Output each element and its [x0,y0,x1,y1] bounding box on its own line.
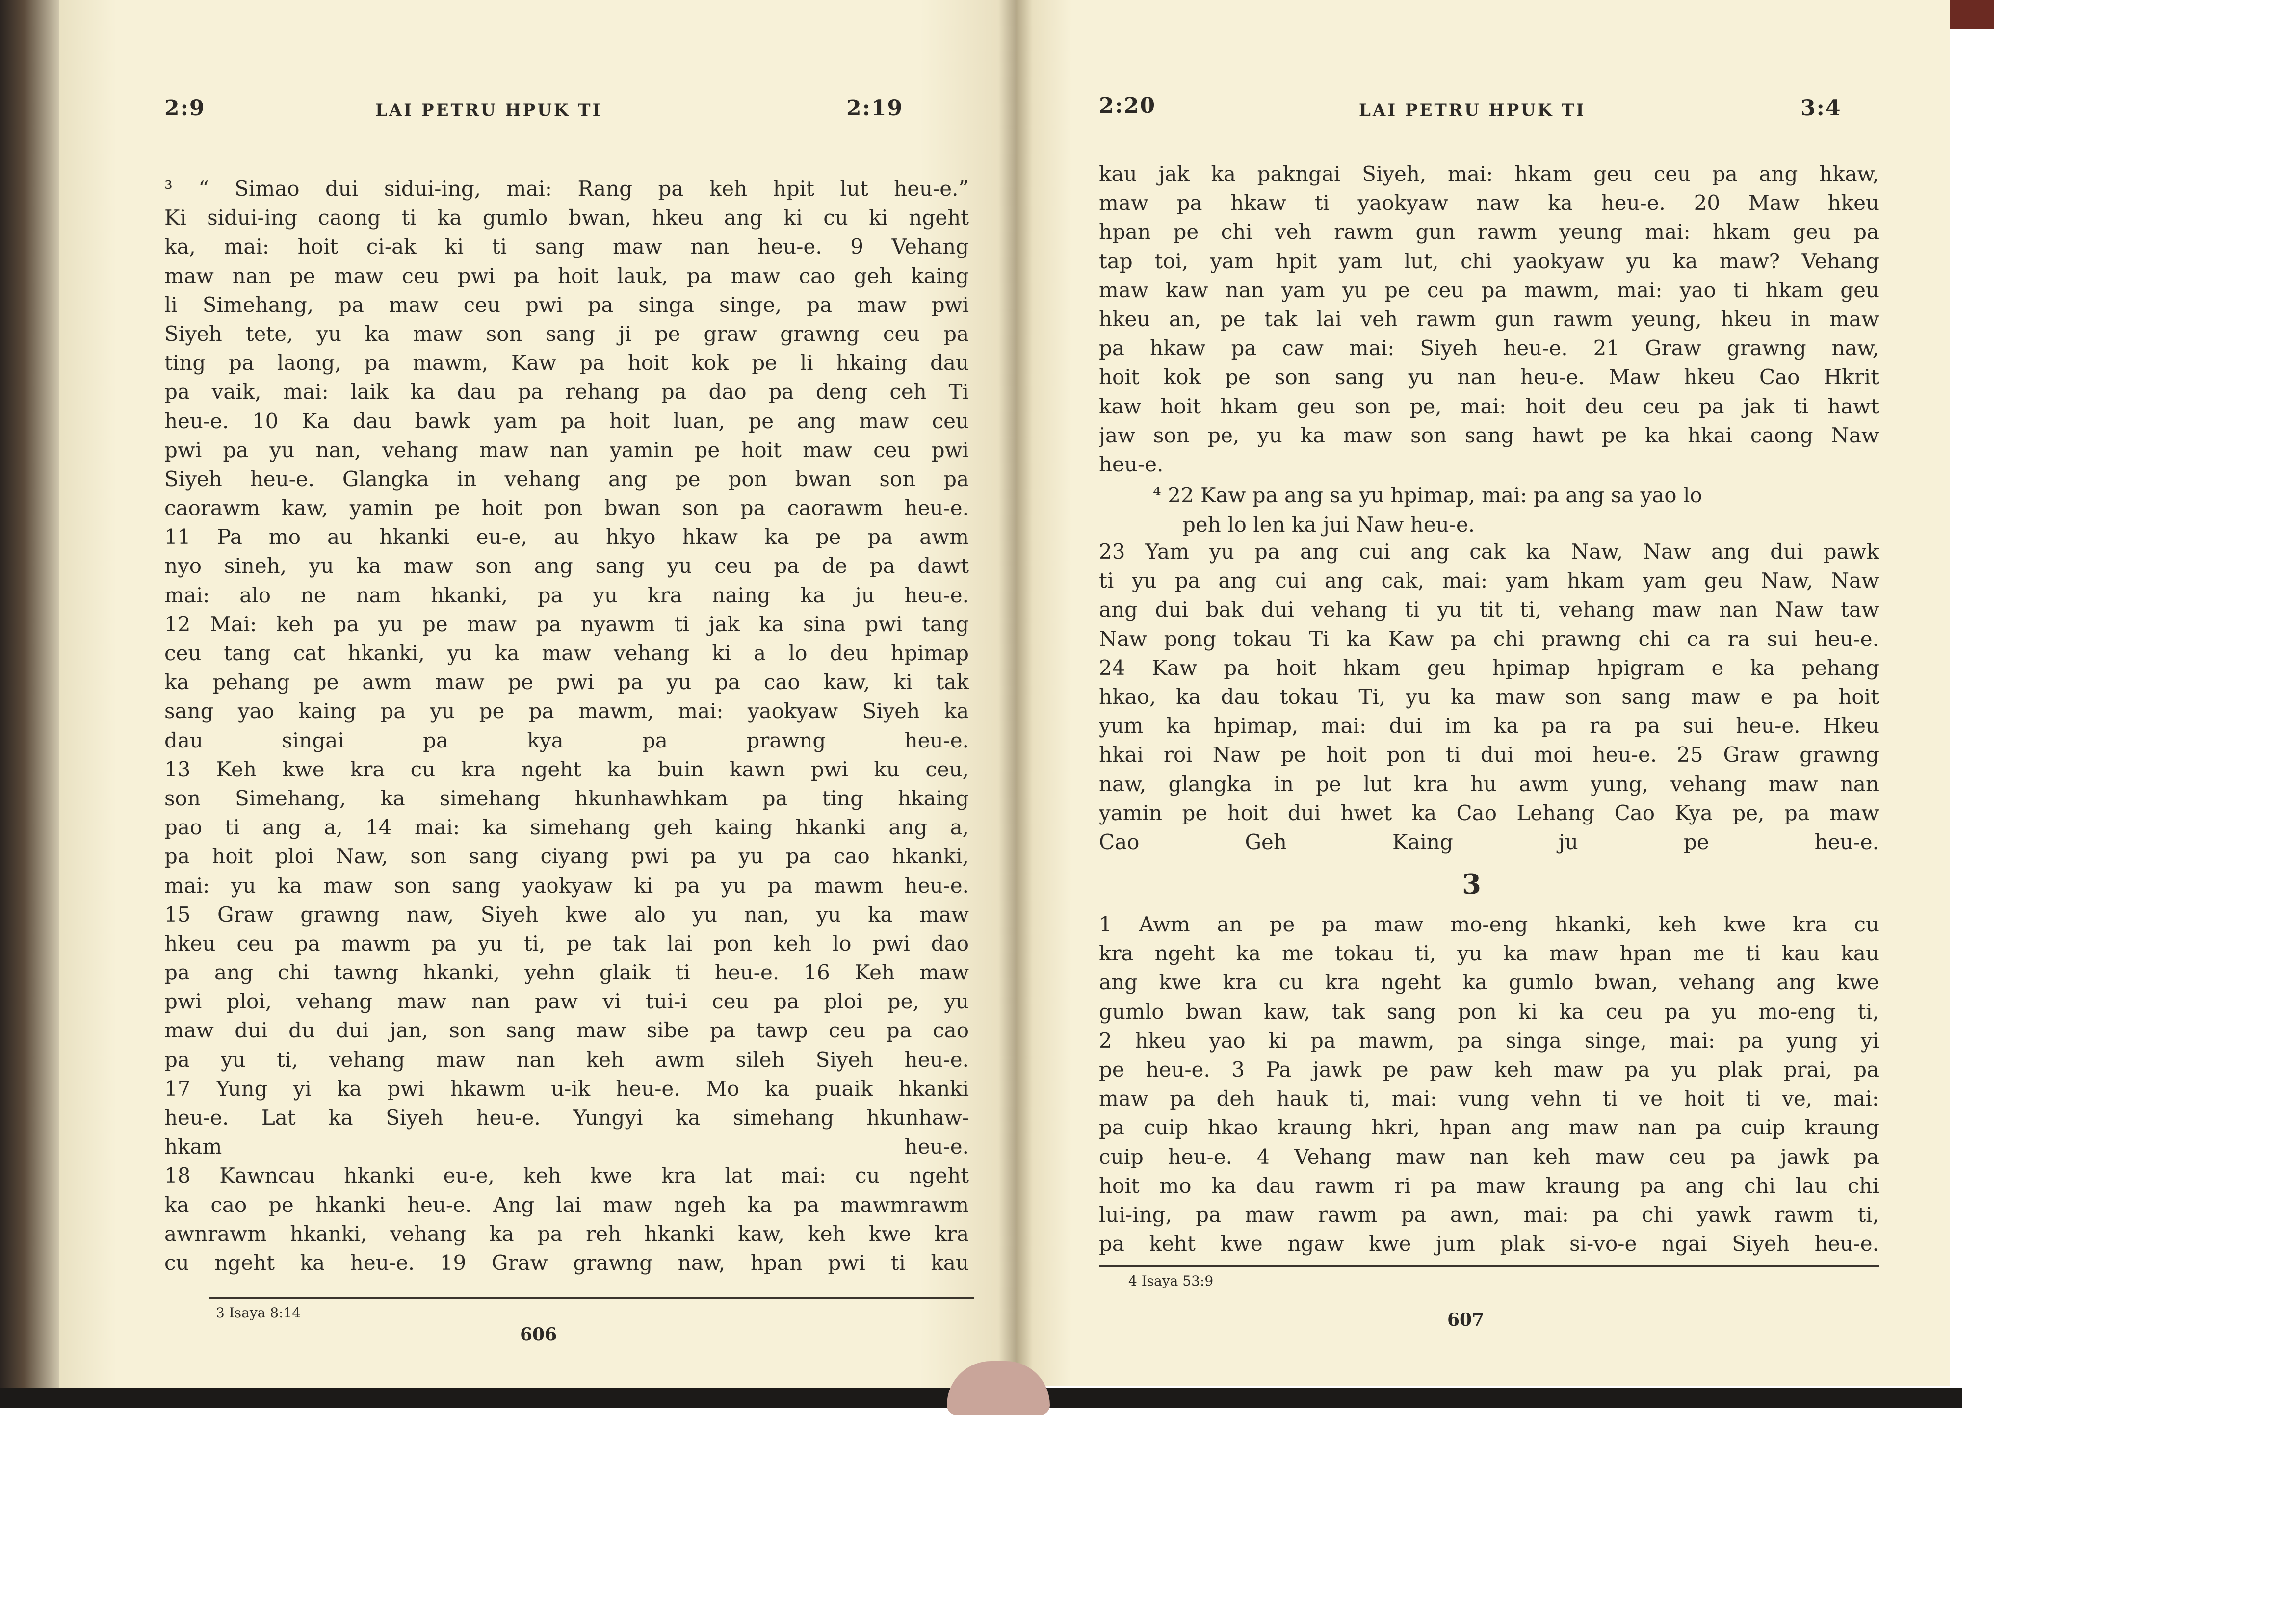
text-line: Cao Geh Kaing ju pe heu-e. [1099,829,1879,854]
text-line: dau singai pa kya pa prawng heu-e. [164,728,969,752]
left-footnote: 3 Isaya 8:14 [216,1305,301,1321]
book-edge-left [0,0,59,1408]
text-line: ti yu pa ang cui ang cak, mai: yam hkam yam geu Naw, Naw [1099,568,1879,593]
text-line: naw, glangka in pe lut kra hu awm yung, vehang maw nan [1099,772,1879,796]
text-line: pa hkaw pa caw mai: Siyeh heu-e. 21 Graw grawng naw, [1099,336,1879,360]
text-line: tap toi, yam hpit yam lut, chi yaokyaw yu ka maw? Vehang [1099,249,1879,273]
right-header-reference-start: 2:20 [1099,93,1156,118]
text-line: pe heu-e. 3 Pa jawk pe paw keh maw pa yu plak prai, pa [1099,1057,1879,1081]
text-line: 23 Yam yu pa ang cui ang cak ka Naw, Naw ang dui pawk [1099,540,1879,564]
text-line: son Simehang, ka simehang hkunhawhkam pa ting hkaing [164,786,969,810]
text-line: 24 Kaw pa hoit hkam geu hpimap hpigram e ka pehang [1099,655,1879,680]
text-line: li Simehang, pa maw ceu pwi pa singa singe, pa maw pwi [164,292,969,317]
right-page-number: 607 [1447,1310,1485,1330]
text-line: hkao, ka dau tokau Ti, yu ka maw son sang maw e pa hoit [1099,684,1879,709]
verse-22-line-1: ⁴ 22 Kaw pa ang sa yu hpimap, mai: pa ang sa yao lo [1153,483,1702,507]
text-line: hkeu ceu pa mawm pa yu ti, pe tak lai pon keh lo pwi dao [164,931,969,955]
text-line: Siyeh tete, yu ka maw son sang ji pe graw grawng ceu pa [164,321,969,346]
text-line: pwi pa yu nan, vehang maw nan yamin pe hoit maw ceu pwi [164,438,969,462]
right-footnote: 4 Isaya 53:9 [1128,1273,1214,1289]
text-line: cuip heu-e. 4 Vehang maw nan keh maw ceu pa jawk pa [1099,1144,1879,1169]
text-line: kau jak ka pakngai Siyeh, mai: hkam geu ceu pa ang hkaw, [1099,162,1879,186]
right-body-text-c [1099,910,1879,1258]
text-line: 2 hkeu yao ki pa mawm, pa singa singe, mai: pa yung yi [1099,1028,1879,1053]
text-line: heu-e. 10 Ka dau bawk yam pa hoit luan, pe ang maw ceu [164,409,969,433]
text-line: 15 Graw grawng naw, Siyeh kwe alo yu nan, yu ka maw [164,902,969,927]
text-line: ting pa laong, pa mawm, Kaw pa hoit kok pe li hkaing dau [164,351,969,375]
text-line: maw kaw nan yam yu pe ceu pa mawm, mai: yao ti hkam geu [1099,278,1879,302]
text-line: 18 Kawncau hkanki eu-e, keh kwe kra lat mai: cu ngeht [164,1163,969,1188]
text-line: hpan pe chi veh rawm gun rawm yeung mai: hkam geu pa [1099,220,1879,244]
right-header-title: LAI PETRU HPUK TI [1359,101,1586,120]
text-line: mai: alo ne nam hkanki, pa yu kra naing ka ju heu-e. [164,583,969,607]
text-line: hkeu an, pe tak lai veh rawm gun rawm yeung, hkeu in maw [1099,307,1879,331]
text-line: sang yao kaing pa yu pe pa mawm, mai: yaokyaw Siyeh ka [164,699,969,723]
text-line: Siyeh heu-e. Glangka in vehang ang pe pon bwan son pa [164,466,969,491]
text-line: awnrawm hkanki, vehang ka pa reh hkanki kaw, keh kwe kra [164,1221,969,1246]
text-line: ka, mai: hoit ci-ak ki ti sang maw nan heu-e. 9 Vehang [164,234,969,259]
text-line: pa cuip hkao kraung hkri, hpan ang maw nan pa cuip kraung [1099,1115,1879,1140]
text-line: maw pa deh hauk ti, mai: vung vehn ti ve hoit ti ve, mai: [1099,1086,1879,1111]
text-line: ang dui bak dui vehang ti yu tit ti, vehang maw nan Naw taw [1099,597,1879,622]
text-line: maw nan pe maw ceu pwi pa hoit lauk, pa maw cao geh kaing [164,263,969,288]
text-line: mai: yu ka maw son sang yaokyaw ki pa yu pa mawm heu-e. [164,873,969,898]
left-body-text [164,174,969,1277]
text-line: cu ngeht ka heu-e. 19 Graw grawng naw, hpan pwi ti kau [164,1250,969,1275]
text-line: gumlo bwan kaw, tak sang pon ki ka ceu pa yu mo-eng ti, [1099,999,1879,1024]
text-line: pao ti ang a, 14 mai: ka simehang geh kaing hkanki ang a, [164,815,969,840]
text-line: yamin pe hoit dui hwet ka Cao Lehang Cao Kya pe, pa maw [1099,800,1879,825]
left-header-reference-start: 2:9 [164,96,206,121]
verse-22-line-2: peh lo len ka jui Naw heu-e. [1182,513,1475,537]
book-gutter [998,0,1033,1395]
text-line: lui-ing, pa maw rawm pa awn, mai: pa chi yawk rawm ti, [1099,1202,1879,1227]
text-line: heu-e. [1099,452,1164,476]
text-line: heu-e. Lat ka Siyeh heu-e. Yungyi ka simehang hkunhaw- [164,1106,969,1130]
text-line: kra ngeht ka me tokau ti, yu ka maw hpan me ti kau kau [1099,941,1879,966]
text-line: pa ang chi tawng hkanki, yehn glaik ti heu-e. 16 Keh maw [164,960,969,985]
text-line: 12 Mai: keh pa yu pe maw pa nyawm ti jak ka sina pwi tang [164,612,969,636]
text-line: ka pehang pe awm maw pe pwi pa yu pa cao kaw, ki tak [164,670,969,695]
text-line: yum ka hpimap, mai: dui im ka pa ra pa sui heu-e. Hkeu [1099,714,1879,738]
left-footnote-rule [209,1297,974,1299]
text-line: Naw pong tokau Ti ka Kaw pa chi prawng chi ca ra sui heu-e. [1099,626,1879,651]
right-footnote-rule [1099,1265,1879,1267]
book-cover-corner [1950,0,1994,29]
text-line: 17 Yung yi ka pwi hkawm u-ik heu-e. Mo ka puaik hkanki [164,1076,969,1101]
text-line: pa keht kwe ngaw kwe jum plak si-vo-e ngai Siyeh heu-e. [1099,1232,1879,1256]
text-line: 13 Keh kwe kra cu kra ngeht ka buin kawn pwi ku ceu, [164,757,969,781]
text-line: pa yu ti, vehang maw nan keh awm sileh Siyeh heu-e. [164,1047,969,1072]
right-page [1016,0,1950,1386]
text-line: maw pa hkaw ti yaokyaw naw ka heu-e. 20 Maw hkeu [1099,191,1879,215]
text-line: ³ “ Simao dui sidui-ing, mai: Rang pa keh hpit lut heu-e.” [164,177,969,201]
text-line: hoit kok pe son sang yu nan heu-e. Maw hkeu Cao Hkrit [1099,365,1879,389]
text-line: maw dui du dui jan, son sang maw sibe pa tawp ceu pa cao [164,1018,969,1043]
text-line: ang kwe kra cu kra ngeht ka gumlo bwan, vehang ang kwe [1099,970,1879,995]
text-line: Ki sidui-ing caong ti ka gumlo bwan, hkeu ang ki cu ki ngeht [164,206,969,230]
text-line: jaw son pe, yu ka maw son sang hawt pe ka hkai caong Naw [1099,423,1879,447]
chapter-number: 3 [1462,868,1481,901]
text-line: kaw hoit hkam geu son pe, mai: hoit deu ceu pa jak ti hawt [1099,394,1879,418]
right-body-text-a [1099,159,1879,479]
text-line: hkam heu-e. [164,1134,969,1159]
text-line: caorawm kaw, yamin pe hoit pon bwan son pa caorawm heu-e. [164,496,969,520]
text-line: 1 Awm an pe pa maw mo-eng hkanki, keh kwe kra cu [1099,912,1879,936]
text-line: ceu tang cat hkanki, yu ka maw vehang ki a lo deu hpimap [164,641,969,665]
text-line: ka cao pe hkanki heu-e. Ang lai maw ngeh ka pa mawmrawm [164,1192,969,1217]
left-page-number: 606 [520,1324,557,1345]
text-line: pa vaik, mai: laik ka dau pa rehang pa dao pa deng ceh Ti [164,380,969,404]
text-line: hoit mo ka dau rawm ri pa maw kraung pa ang chi lau chi [1099,1173,1879,1198]
left-header-reference-end: 2:19 [846,96,904,121]
left-page [59,0,1016,1395]
text-line: pa hoit ploi Naw, son sang ciyang pwi pa yu pa cao hkanki, [164,844,969,869]
text-line: nyo sineh, yu ka maw son ang sang yu ceu pa de pa dawt [164,554,969,578]
text-line: hkai roi Naw pe hoit pon ti dui moi heu-e. 25 Graw grawng [1099,743,1879,767]
left-header-title: LAI PETRU HPUK TI [375,101,602,120]
text-line: 11 Pa mo au hkanki eu-e, au hkyo hkaw ka pe pa awm [164,525,969,549]
text-line: pwi ploi, vehang maw nan paw vi tui-i ceu pa ploi pe, yu [164,989,969,1014]
right-body-text-b [1099,537,1879,856]
right-header-reference-end: 3:4 [1800,96,1842,121]
